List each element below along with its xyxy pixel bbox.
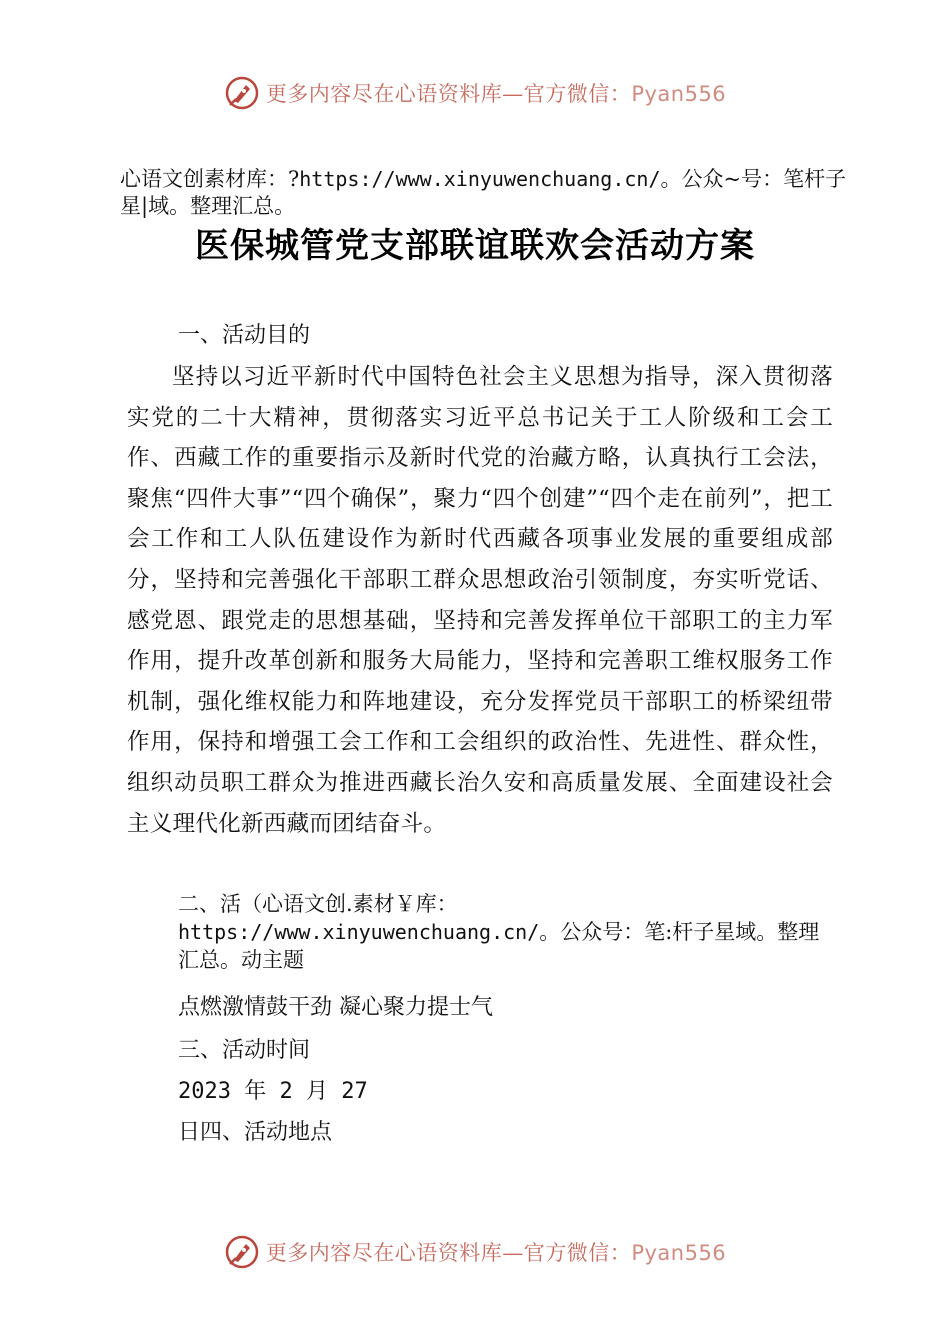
place-heading: 日四、活动地点 xyxy=(178,1120,333,1145)
pen-nib-logo-icon xyxy=(224,75,260,111)
purpose-paragraph: 坚持以习近平新时代中国特色社会主义思想为指导，深入贯彻落实党的二十大精神，贯彻落实习近平总书记关于工人阶级和工会工作、西藏工作的重要指示及新时代党的治藏方略，认真执行工会法，聚焦“四件大事”“四个确保”，聚力“四个创建”“四个走在前列”，把工会工作和工人队伍建设作为新时代西藏各项事业发展的重要组成部分，坚持和完善强化干部职工群众思想政治引领制度，夯实听党话、感党恩、跟党走的思想基础，坚持和完善发挥单位干部职工的主力军作用，提升改革创新和服务大局能力，坚持和完善职工维权服务工作机制，强化维权能力和阵地建设，充分发挥党员干部职工的桥梁纽带作用，保持和增强工会工作和工会组织的政治性、先进性、群众性，组织动员职工群众为推进西藏长治久安和高质量发展、全面建设社会主义理代化新西藏而团结奋斗。 xyxy=(127,364,833,837)
pen-nib-logo-icon xyxy=(224,1234,260,1270)
source-note xyxy=(120,166,860,220)
source-note-suffix: 。公众~号：笔杆子星|域。整理汇总。 xyxy=(120,167,847,218)
banner-text xyxy=(266,78,726,108)
theme-heading xyxy=(178,890,838,974)
theme-heading-url[interactable]: https://www.xinyuwenchuang.cn/ xyxy=(178,920,540,944)
header-banner xyxy=(0,73,950,113)
theme-heading-part-b: 。公众号：笔:杆子星域。整理汇总。动主题 xyxy=(178,920,820,972)
banner-wechat-id: Pyan556 xyxy=(631,82,727,106)
source-note-url[interactable]: https://www.xinyuwenchuang.cn/ xyxy=(299,167,661,191)
footer-banner xyxy=(0,1232,950,1272)
time-body: 2023 年 2 月 27 xyxy=(178,1079,368,1104)
document-title: 医保城管党支部联谊联欢会活动方案 xyxy=(195,226,755,266)
purpose-heading: 一、活动目的 xyxy=(178,323,311,348)
theme-body: 点燃激情鼓干劲 凝心聚力提士气 xyxy=(178,995,493,1020)
source-note-prefix: 心语文创素材库：? xyxy=(120,167,300,191)
banner-slogan: 更多内容尽在心语资料库—官方微信： xyxy=(265,1241,632,1265)
banner-text xyxy=(266,1237,726,1267)
banner-slogan: 更多内容尽在心语资料库—官方微信： xyxy=(265,82,632,106)
banner-wechat-id: Pyan556 xyxy=(631,1241,727,1265)
time-heading: 三、活动时间 xyxy=(178,1038,311,1063)
theme-heading-part-a: 二、活（心语文创.素材￥库： xyxy=(178,892,458,916)
